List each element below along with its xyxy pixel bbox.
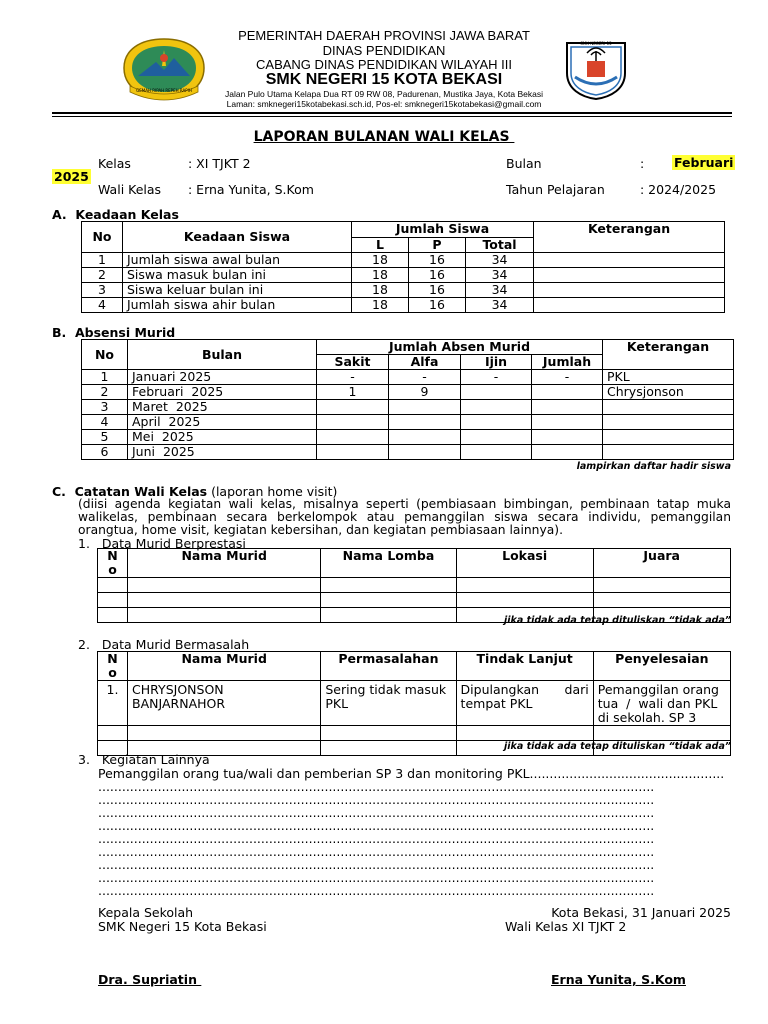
header-address: Jalan Pulo Utama Kelapa Dua RT 09 RW 08, Padurenan, Mustika Jaya, Kota Bekasi	[225, 89, 543, 99]
t2-cell-masalah-2: PKL	[325, 696, 349, 711]
t1-header-no	[98, 549, 128, 578]
t2-cell-nama-1: CHRYSJONSON	[132, 682, 224, 697]
keadaan-kelas-table	[81, 221, 725, 313]
dots-line-1: ............................................................................................................................................	[98, 779, 655, 794]
table-row	[98, 593, 731, 608]
wali-label: Wali Kelas	[98, 182, 162, 197]
a-cell-p: 16	[409, 283, 466, 298]
table-row	[82, 445, 734, 460]
table-row	[82, 385, 734, 400]
header-contact: Laman: smknegeri15kotabekasi.sch.id, Pos-el: smknegeri15kotabekasi@gmail.com	[226, 99, 542, 109]
a-cell-l: 18	[352, 283, 409, 298]
b-cell-ket: Chrysjonson	[603, 385, 734, 400]
b-cell-no: 6	[82, 445, 128, 460]
b-cell-ijin: -	[461, 370, 532, 385]
sign-left-title: Kepala Sekolah	[98, 905, 194, 920]
bulan-colon: :	[640, 156, 645, 171]
b-header-no: No	[82, 340, 128, 370]
b-header-jumlah: Jumlah Absen Murid	[317, 340, 603, 355]
b-cell-sakit	[317, 445, 389, 460]
table-row	[98, 726, 731, 741]
a-cell-total: 34	[466, 268, 534, 283]
b-cell-jml	[532, 445, 603, 460]
b-cell-bulan: Februari 2025	[128, 385, 317, 400]
a-header-no: No	[82, 222, 123, 253]
dots-line-4: ............................................................................................................................................	[98, 818, 655, 833]
t2-cell-selesai-1: Pemanggilan orang	[597, 682, 719, 697]
b-cell-no: 4	[82, 415, 128, 430]
sign-right-name: Erna Yunita, S.Kom	[551, 972, 686, 987]
t2-cell-selesai	[593, 681, 730, 726]
b-header-alfa: Alfa	[389, 355, 461, 370]
b-cell-jml	[532, 385, 603, 400]
a-cell-ket	[534, 298, 725, 313]
a-cell-p: 16	[409, 268, 466, 283]
t2-cell-masalah-1: Sering tidak masuk	[325, 682, 447, 697]
a-cell-no: 3	[82, 283, 123, 298]
b-cell-jml: -	[532, 370, 603, 385]
wali-value: : Erna Yunita, S.Kom	[188, 182, 314, 197]
left-logo-text: GEMAH RIPAH REPEH RAPIH	[136, 88, 192, 93]
b-cell-ijin	[461, 385, 532, 400]
sign-right-date: Kota Bekasi, 31 Januari 2025	[551, 905, 731, 920]
b-header-ijin: Ijin	[461, 355, 532, 370]
t2-cell-tindak-1a: Dipulangkan	[460, 682, 540, 697]
t2-header-no-1: N	[107, 651, 118, 666]
t2-cell-selesai-2: tua / wali dan PKL	[597, 696, 718, 711]
b-cell-sakit	[317, 400, 389, 415]
a-cell-l: 18	[352, 253, 409, 268]
section-c-para-2: walikelas, pembinaan secara berkelompok atau pemanggilan siswa secara individu, pemanggilan	[78, 510, 731, 524]
b-cell-bulan: Maret 2025	[128, 400, 317, 415]
b-cell-jml	[532, 430, 603, 445]
t2-cell-selesai-3: di sekolah. SP 3	[597, 710, 697, 725]
b-cell-alfa	[389, 400, 461, 415]
b-cell-alfa	[389, 415, 461, 430]
dots-line-2: ............................................................................................................................................	[98, 792, 655, 807]
b-header-jml: Jumlah	[532, 355, 603, 370]
bulan-value-month: Februari	[674, 155, 734, 170]
b-cell-no: 3	[82, 400, 128, 415]
a-cell-p: 16	[409, 253, 466, 268]
table-row	[82, 430, 734, 445]
t1-header-no-1: N	[107, 548, 118, 563]
b-cell-sakit: -	[317, 370, 389, 385]
absensi-murid-table	[81, 339, 734, 460]
a-cell-p: 16	[409, 298, 466, 313]
a-header-jumlah: Jumlah Siswa	[352, 222, 534, 238]
a-header-ket: Keterangan	[534, 222, 725, 253]
a-cell-l: 18	[352, 268, 409, 283]
b-cell-no: 5	[82, 430, 128, 445]
b-cell-no: 1	[82, 370, 128, 385]
table-row	[82, 268, 725, 283]
a-cell-l: 18	[352, 298, 409, 313]
a-header-total: Total	[466, 237, 534, 253]
b-cell-ijin	[461, 445, 532, 460]
t1-header-lomba: Nama Lomba	[321, 549, 456, 578]
b-cell-alfa	[389, 430, 461, 445]
tahun-value: : 2024/2025	[640, 182, 717, 197]
t2-cell-nama-2: BANJARNAHOR	[132, 696, 226, 711]
b-cell-alfa: -	[389, 370, 461, 385]
b-header-bulan: Bulan	[128, 340, 317, 370]
table-row	[82, 283, 725, 298]
header-rule-thin	[52, 116, 732, 117]
a-cell-keadaan: Jumlah siswa ahir bulan	[123, 298, 352, 313]
b-cell-ket	[603, 400, 734, 415]
a-cell-ket	[534, 268, 725, 283]
t1-header-no-2: o	[108, 562, 117, 577]
t1-header-lokasi: Lokasi	[456, 549, 593, 578]
kelas-value: : XI TJKT 2	[188, 156, 251, 171]
t2-cell-masalah	[321, 681, 456, 726]
table-row	[82, 253, 725, 268]
tahun-label: Tahun Pelajaran	[506, 182, 605, 197]
prestasi-note: jika tidak ada tetap dituliskan “tidak ada”	[504, 615, 731, 626]
t1-header-nama: Nama Murid	[128, 549, 321, 578]
a-cell-ket	[534, 283, 725, 298]
b-cell-bulan: Januari 2025	[128, 370, 317, 385]
a-cell-total: 34	[466, 283, 534, 298]
header-line-1: PEMERINTAH DAERAH PROVINSI JAWA BARAT	[238, 28, 530, 43]
b-header-sakit: Sakit	[317, 355, 389, 370]
b-cell-ijin	[461, 400, 532, 415]
t2-header-masalah: Permasalahan	[321, 652, 456, 681]
a-cell-keadaan: Siswa keluar bulan ini	[123, 283, 352, 298]
kegiatan-text: Pemanggilan orang tua/wali dan pemberian SP 3 dan monitoring PKL.................................................	[98, 766, 725, 781]
left-logo	[118, 36, 210, 102]
sub-heading-kegiatan: 3. Kegiatan Lainnya	[78, 752, 210, 767]
t2-header-selesai: Penyelesaian	[593, 652, 730, 681]
b-cell-ijin	[461, 430, 532, 445]
dots-line-6: ............................................................................................................................................	[98, 844, 655, 859]
a-cell-ket	[534, 253, 725, 268]
a-cell-keadaan: Siswa masuk bulan ini	[123, 268, 352, 283]
prestasi-table	[97, 548, 731, 623]
t2-header-nama: Nama Murid	[128, 652, 321, 681]
a-header-p: P	[409, 237, 466, 253]
sub-heading-bermasalah: 2. Data Murid Bermasalah	[78, 637, 250, 652]
sign-right-title: Wali Kelas XI TJKT 2	[505, 919, 627, 934]
section-a-heading: A. Keadaan Kelas	[52, 207, 179, 222]
right-logo-text: SMK NEGERI 15	[580, 41, 612, 46]
section-c-heading-rest: (laporan home visit)	[207, 484, 338, 499]
right-logo	[561, 37, 631, 101]
b-cell-alfa	[389, 445, 461, 460]
b-cell-sakit	[317, 430, 389, 445]
a-cell-total: 34	[466, 253, 534, 268]
table-row	[82, 370, 734, 385]
sign-left-school: SMK Negeri 15 Kota Bekasi	[98, 919, 267, 934]
b-cell-jml	[532, 415, 603, 430]
b-cell-sakit	[317, 415, 389, 430]
a-header-l: L	[352, 237, 409, 253]
b-cell-ket: PKL	[603, 370, 734, 385]
section-c-heading-bold: C. Catatan Wali Kelas	[52, 484, 208, 499]
a-cell-no: 2	[82, 268, 123, 283]
b-cell-bulan: Juni 2025	[128, 445, 317, 460]
header-line-3: CABANG DINAS PENDIDIKAN WILAYAH III	[256, 57, 512, 72]
header-line-2: DINAS PENDIDIKAN	[322, 43, 446, 58]
kelas-label: Kelas	[98, 156, 131, 171]
b-cell-bulan: Mei 2025	[128, 430, 317, 445]
section-b-heading: B. Absensi Murid	[52, 325, 176, 340]
table-row	[82, 415, 734, 430]
table-row	[98, 681, 731, 726]
dots-line-5: ............................................................................................................................................	[98, 831, 655, 846]
dots-line-3: ............................................................................................................................................	[98, 805, 655, 820]
dots-line-8: ............................................................................................................................................	[98, 870, 655, 885]
b-cell-jml	[532, 400, 603, 415]
bulan-value-year: 2025	[54, 169, 89, 184]
t2-cell-tindak-1b: dari	[564, 682, 589, 697]
b-header-ket: Keterangan	[603, 340, 734, 370]
header-school-name: SMK NEGERI 15 KOTA BEKASI	[265, 71, 503, 88]
b-cell-ket	[603, 445, 734, 460]
a-header-keadaan: Keadaan Siswa	[123, 222, 352, 253]
b-cell-alfa: 9	[389, 385, 461, 400]
t2-cell-tindak	[456, 681, 593, 726]
header-rule-thick	[52, 112, 732, 114]
a-cell-no: 4	[82, 298, 123, 313]
t2-cell-no: 1.	[98, 681, 128, 726]
b-cell-bulan: April 2025	[128, 415, 317, 430]
b-cell-no: 2	[82, 385, 128, 400]
t1-header-juara: Juara	[593, 549, 730, 578]
b-cell-ijin	[461, 415, 532, 430]
b-cell-ket	[603, 415, 734, 430]
a-cell-no: 1	[82, 253, 123, 268]
table-row	[82, 400, 734, 415]
table-row	[98, 578, 731, 593]
a-cell-total: 34	[466, 298, 534, 313]
page-title: LAPORAN BULANAN WALI KELAS	[253, 129, 515, 145]
t2-header-no	[98, 652, 128, 681]
dots-line-9: ............................................................................................................................................	[98, 883, 655, 898]
dots-line-7: ............................................................................................................................................	[98, 857, 655, 872]
t2-cell-nama	[128, 681, 321, 726]
section-c-para-1: (diisi agenda kegiatan wali kelas, misalnya seperti (pembiasaan bimbingan, pembinaan tatap muka	[78, 497, 731, 511]
t2-cell-tindak-2: tempat PKL	[460, 696, 533, 711]
sign-left-name: Dra. Supriatin	[98, 972, 202, 987]
t2-header-no-2: o	[108, 665, 117, 680]
absensi-note: lampirkan daftar hadir siswa	[576, 461, 731, 472]
a-cell-keadaan: Jumlah siswa awal bulan	[123, 253, 352, 268]
table-row	[82, 298, 725, 313]
section-c-para-3: orangtua, home visit, kegiatan kebersihan, dan kegiatan pembiasaan lainnya).	[78, 523, 563, 537]
bermasalah-note: jika tidak ada tetap dituliskan “tidak ada”	[504, 741, 731, 752]
b-cell-ket	[603, 430, 734, 445]
b-cell-sakit: 1	[317, 385, 389, 400]
sub-heading-prestasi: 1. Data Murid Berprestasi	[78, 536, 246, 551]
bulan-label: Bulan	[506, 156, 542, 171]
t2-header-tindak: Tindak Lanjut	[456, 652, 593, 681]
